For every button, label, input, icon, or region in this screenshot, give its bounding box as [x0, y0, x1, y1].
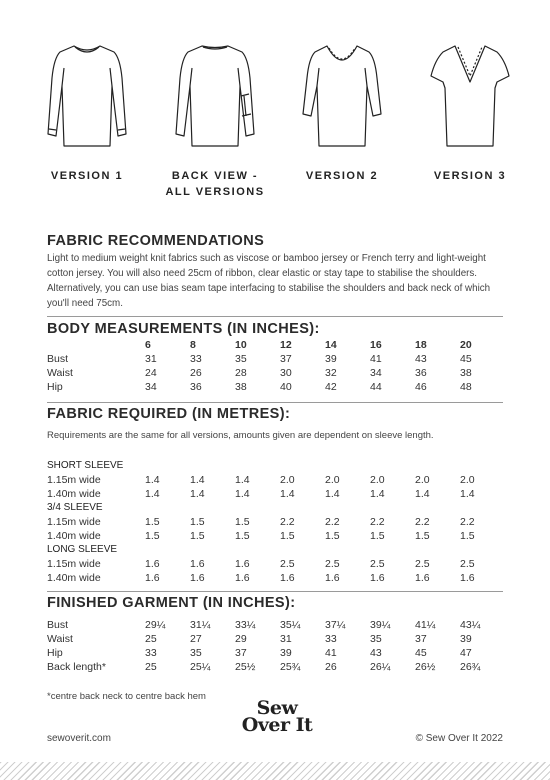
row-label: Hip: [47, 647, 63, 659]
cell: 2.2: [415, 516, 430, 528]
cell: 31¼: [190, 619, 211, 631]
cell: 2.2: [325, 516, 340, 528]
row-label: Back length*: [47, 661, 106, 673]
cell: 1.4: [190, 488, 205, 500]
finished-garment-title: FINISHED GARMENT (IN INCHES):: [47, 595, 296, 611]
cell: 25: [145, 633, 157, 645]
row-label: 1.40m wide: [47, 488, 101, 500]
cell: 33: [145, 647, 157, 659]
size-header: 12: [280, 339, 292, 351]
fabric-required-title: FABRIC REQUIRED (IN METRES):: [47, 406, 291, 422]
cell: 25½: [235, 661, 256, 673]
cell: 2.5: [460, 558, 475, 570]
cell: 27: [190, 633, 202, 645]
back-view-tee-icon: [170, 38, 260, 150]
size-header: 14: [325, 339, 337, 351]
finished-garment-table: [47, 618, 505, 674]
table-row: [47, 618, 505, 632]
table-row: [47, 366, 505, 380]
cell: 1.6: [325, 572, 340, 584]
cell: 2.5: [325, 558, 340, 570]
cell: 1.6: [190, 572, 205, 584]
cell: 1.6: [145, 558, 160, 570]
cell: 2.0: [325, 474, 340, 486]
website-link[interactable]: sewoverit.com: [47, 733, 111, 744]
size-header: 6: [145, 339, 151, 351]
table-row: [47, 515, 505, 529]
table-row: [47, 473, 505, 487]
logo-line: Over It: [241, 714, 313, 736]
cell: 1.6: [190, 558, 205, 570]
cell: 39: [460, 633, 472, 645]
cell: 26¼: [370, 661, 391, 673]
fabric-required-note: Requirements are the same for all versions, amounts given are dependent on sleeve length.: [47, 430, 434, 441]
cell: 33: [190, 353, 202, 365]
cell: 1.4: [370, 488, 385, 500]
cell: 1.6: [235, 572, 250, 584]
group-label: SHORT SLEEVE: [47, 460, 124, 471]
cell: 25¾: [280, 661, 301, 673]
cell: 37: [280, 353, 292, 365]
cell: 1.5: [190, 516, 205, 528]
body-measurements-table: [47, 338, 505, 394]
cell: 1.6: [460, 572, 475, 584]
cell: 2.2: [370, 516, 385, 528]
cell: 1.6: [415, 572, 430, 584]
size-header: 20: [460, 339, 472, 351]
cell: 2.2: [280, 516, 295, 528]
cell: 31: [145, 353, 157, 365]
cell: 33: [325, 633, 337, 645]
cell: 1.5: [460, 530, 475, 542]
cell: 2.2: [460, 516, 475, 528]
cell: 33¼: [235, 619, 256, 631]
cell: 42: [325, 381, 337, 393]
row-label: 1.15m wide: [47, 474, 101, 486]
cell: 1.4: [235, 474, 250, 486]
divider: [47, 591, 503, 592]
cell: 45: [460, 353, 472, 365]
cell: 36: [415, 367, 427, 379]
group-header-row: [47, 501, 505, 515]
table-row: [47, 571, 505, 585]
cell: 32: [325, 367, 337, 379]
row-label: Hip: [47, 381, 63, 393]
version-1: [27, 38, 147, 184]
table-row: [47, 487, 505, 501]
cell: 1.6: [235, 558, 250, 570]
cell: 25¼: [190, 661, 211, 673]
version-3: [410, 38, 530, 184]
cell: 35: [190, 647, 202, 659]
cell: 36: [190, 381, 202, 393]
cell: 35: [235, 353, 247, 365]
cell: 34: [145, 381, 157, 393]
divider: [47, 316, 503, 317]
table-row: [47, 380, 505, 394]
cell: 2.5: [415, 558, 430, 570]
footnote: *centre back neck to centre back hem: [47, 691, 206, 702]
fabric-required-table: [47, 459, 505, 585]
row-label: 1.15m wide: [47, 516, 101, 528]
cell: 1.5: [145, 530, 160, 542]
cell: 41¼: [415, 619, 436, 631]
cell: 37¼: [325, 619, 346, 631]
cell: 38: [460, 367, 472, 379]
logo-line: Sew: [256, 697, 298, 719]
cell: 1.6: [280, 572, 295, 584]
cell: 34: [370, 367, 382, 379]
cell: 1.5: [280, 530, 295, 542]
cell: 30: [280, 367, 292, 379]
cell: 39: [325, 353, 337, 365]
v-neck-short-sleeve-tee-icon: [425, 38, 515, 150]
cell: 1.4: [235, 488, 250, 500]
back-view: [155, 38, 275, 200]
cell: 39¼: [370, 619, 391, 631]
table-row: [47, 660, 505, 674]
table-row: [47, 632, 505, 646]
table-row: [47, 557, 505, 571]
cell: 31: [280, 633, 292, 645]
long-sleeve-crew-tee-icon: [42, 38, 132, 150]
cell: 25: [145, 661, 157, 673]
version-label: VERSION 3: [433, 170, 507, 182]
empty-header-cell: [47, 338, 145, 352]
size-header: 16: [370, 339, 382, 351]
cell: 29¼: [145, 619, 166, 631]
row-label: 1.40m wide: [47, 572, 101, 584]
cell: 1.4: [280, 488, 295, 500]
size-header: 18: [415, 339, 427, 351]
divider: [47, 402, 503, 403]
cell: 47: [460, 647, 472, 659]
version-2: [282, 38, 402, 184]
group-header-row: [47, 543, 505, 557]
version-label: VERSION 2: [305, 170, 379, 182]
brand-logo: [227, 697, 327, 736]
size-header: 8: [190, 339, 196, 351]
cell: 29: [235, 633, 247, 645]
cell: 2.5: [280, 558, 295, 570]
group-header-row: [47, 459, 505, 473]
group-label: LONG SLEEVE: [47, 544, 118, 555]
cell: 2.0: [415, 474, 430, 486]
garment-illustrations: [20, 38, 530, 198]
cell: 43: [415, 353, 427, 365]
body-measurements-title: BODY MEASUREMENTS (IN INCHES):: [47, 321, 320, 337]
cell: 43: [370, 647, 382, 659]
cell: 44: [370, 381, 382, 393]
cell: 45: [415, 647, 427, 659]
cell: 28: [235, 367, 247, 379]
version-label: VERSION 1: [50, 170, 124, 182]
cell: 37: [415, 633, 427, 645]
cell: 24: [145, 367, 157, 379]
row-label: Bust: [47, 619, 69, 631]
cell: 1.4: [460, 488, 475, 500]
cell: 2.0: [460, 474, 475, 486]
row-label: 1.15m wide: [47, 558, 101, 570]
cell: 2.0: [280, 474, 295, 486]
cell: 26½: [415, 661, 436, 673]
row-label: Bust: [47, 353, 69, 365]
cell: 1.5: [370, 530, 385, 542]
row-label: Waist: [47, 633, 73, 645]
cell: 1.5: [235, 530, 250, 542]
cell: 43¼: [460, 619, 481, 631]
cell: 1.4: [415, 488, 430, 500]
cell: 35: [370, 633, 382, 645]
cell: 46: [415, 381, 427, 393]
cell: 1.4: [145, 474, 160, 486]
group-label: 3/4 SLEEVE: [47, 502, 103, 513]
cell: 1.5: [235, 516, 250, 528]
cell: 1.4: [145, 488, 160, 500]
cell: 1.5: [325, 530, 340, 542]
cell: 1.5: [415, 530, 430, 542]
table-row: [47, 529, 505, 543]
decorative-hatch-band: [0, 762, 550, 780]
cell: 2.0: [370, 474, 385, 486]
scoop-neck-three-quarter-sleeve-tee-icon: [297, 38, 387, 150]
cell: 2.5: [370, 558, 385, 570]
cell: 1.5: [190, 530, 205, 542]
fabric-recommendations-title: FABRIC RECOMMENDATIONS: [47, 233, 265, 249]
cell: 41: [370, 353, 382, 365]
cell: 1.4: [325, 488, 340, 500]
table-row: [47, 352, 505, 366]
cell: 39: [280, 647, 292, 659]
cell: 1.5: [145, 516, 160, 528]
size-header: 10: [235, 339, 247, 351]
cell: 48: [460, 381, 472, 393]
cell: 1.6: [145, 572, 160, 584]
row-label: 1.40m wide: [47, 530, 101, 542]
cell: 26¾: [460, 661, 481, 673]
cell: 38: [235, 381, 247, 393]
fabric-recommendations-text: Light to medium weight knit fabrics such as viscose or bamboo jersey or French terry and light-weight cotton jersey. You will also need 25cm of ribbon, clear elastic or stay tape to stabilise the shoulders. Alternatively, you can use bias seam tape interfacing to stabilise the shoulders and back neck of which you'll need 75cm.: [47, 253, 491, 309]
cell: 1.4: [190, 474, 205, 486]
row-label: Waist: [47, 367, 73, 379]
cell: 41: [325, 647, 337, 659]
table-row: [47, 646, 505, 660]
cell: 26: [325, 661, 337, 673]
cell: 26: [190, 367, 202, 379]
size-header-row: [47, 338, 505, 352]
cell: 1.6: [370, 572, 385, 584]
version-label: BACK VIEW - ALL VERSIONS: [165, 170, 265, 198]
cell: 37: [235, 647, 247, 659]
cell: 40: [280, 381, 292, 393]
copyright: © Sew Over It 2022: [415, 733, 503, 744]
cell: 35¼: [280, 619, 301, 631]
